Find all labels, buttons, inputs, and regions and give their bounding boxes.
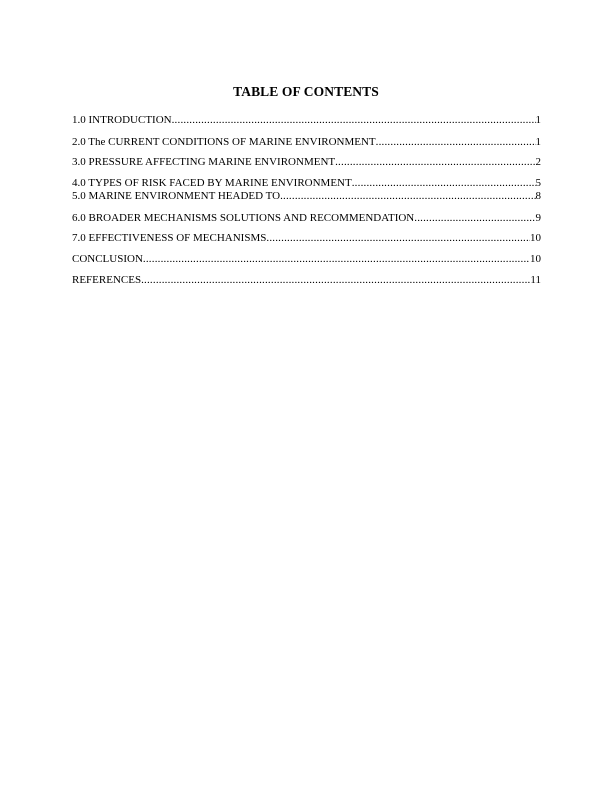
toc-entry-effectiveness[interactable]	[72, 231, 541, 245]
toc-page-number: 2	[535, 156, 541, 168]
toc-entry-label: 3.0 PRESSURE AFFECTING MARINE ENVIRONMENT	[72, 156, 336, 168]
toc-entry-label: 4.0 TYPES OF RISK FACED BY MARINE ENVIRONMENT	[72, 177, 352, 189]
toc-dot-leader	[266, 231, 530, 245]
toc-entry-label: CONCLUSION	[72, 253, 143, 265]
toc-page-number: 5	[535, 177, 541, 189]
toc-dot-leader	[143, 252, 530, 266]
toc-title: TABLE OF CONTENTS	[233, 84, 379, 99]
toc-dot-leader	[280, 189, 535, 203]
toc-entry-introduction[interactable]	[72, 113, 541, 127]
toc-page-number: 10	[530, 253, 541, 265]
toc-entry-label: 5.0 MARINE ENVIRONMENT HEADED TO	[72, 190, 281, 202]
toc-entry-pressure[interactable]	[72, 155, 541, 169]
toc-entry-types-of-risk[interactable]	[72, 176, 541, 190]
toc-entry-label: 1.0 INTRODUCTION	[72, 114, 172, 126]
toc-entry-label: 2.0 The CURRENT CONDITIONS OF MARINE ENVIRONMENT	[72, 136, 376, 148]
toc-page-number: 11	[530, 274, 541, 286]
toc-entry-mechanisms-solutions[interactable]	[72, 211, 541, 225]
toc-dot-leader	[352, 176, 536, 190]
toc-page-number: 1	[535, 114, 541, 126]
toc-entry-conclusion[interactable]	[72, 252, 541, 266]
toc-entry-label: REFERENCES	[72, 274, 142, 286]
toc-entry-references[interactable]	[72, 273, 541, 287]
toc-page-number: 9	[535, 212, 541, 224]
toc-entry-label: 6.0 BROADER MECHANISMS SOLUTIONS AND RECOMMENDATION	[72, 212, 415, 224]
toc-dot-leader	[141, 273, 530, 287]
toc-dot-leader	[414, 211, 535, 225]
toc-page-number: 1	[535, 136, 541, 148]
toc-page-number: 8	[535, 190, 541, 202]
toc-entry-label: 7.0 EFFECTIVENESS OF MECHANISMS	[72, 232, 267, 244]
toc-page-number: 10	[530, 232, 541, 244]
toc-dot-leader	[172, 113, 536, 127]
toc-entry-current-conditions[interactable]	[72, 135, 541, 149]
toc-dot-leader	[335, 155, 535, 169]
toc-dot-leader	[376, 135, 536, 149]
toc-entry-headed-to[interactable]	[72, 189, 541, 203]
